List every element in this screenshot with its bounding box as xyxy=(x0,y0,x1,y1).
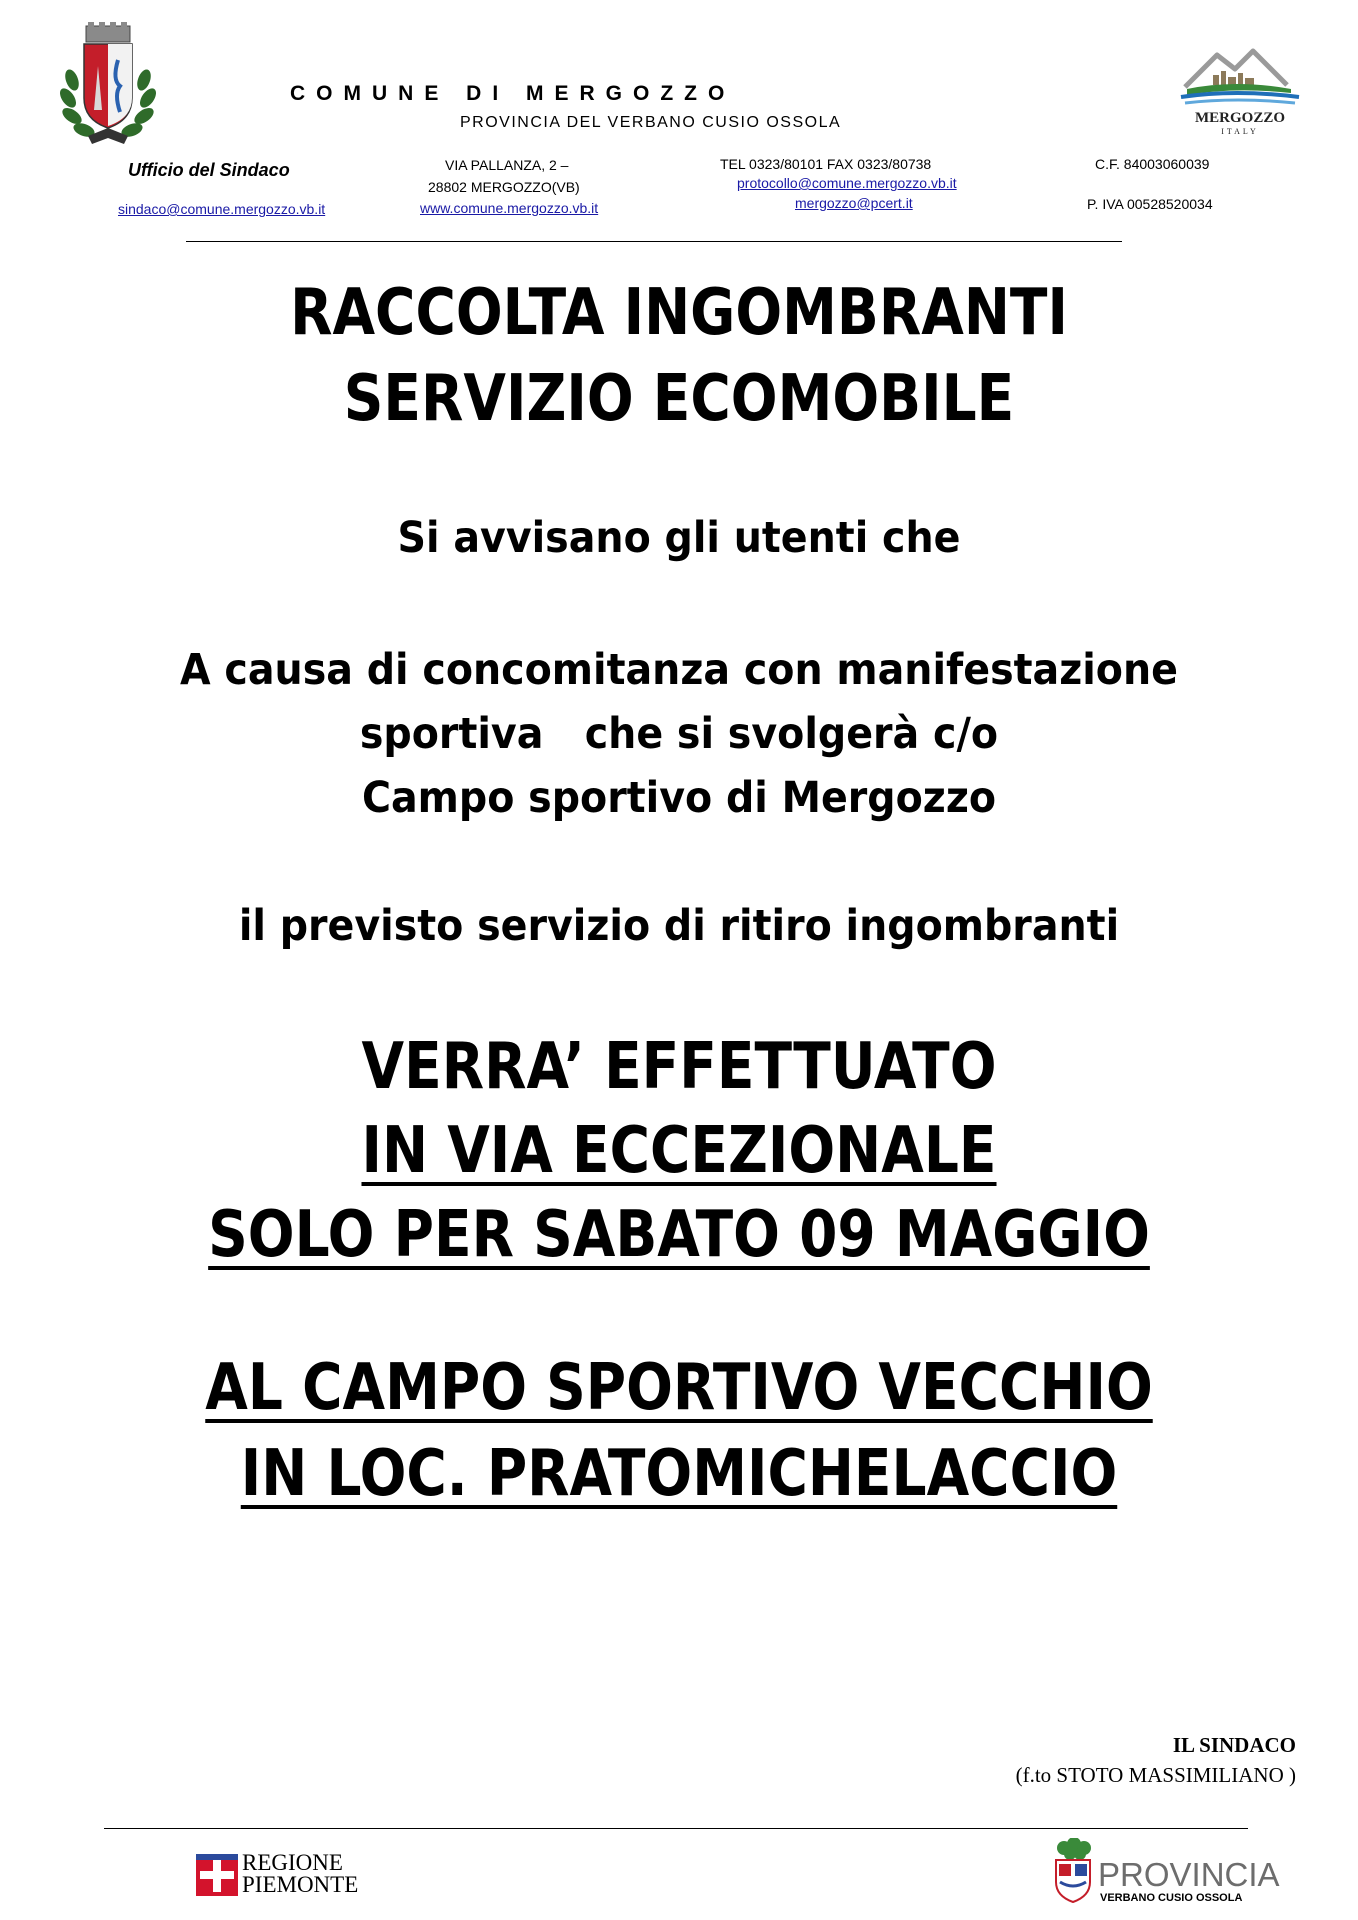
address-line-2: 28802 MERGOZZO(VB) xyxy=(428,179,580,195)
address-line-1: VIA PALLANZA, 2 – xyxy=(445,157,569,173)
notice-effect-line-3 xyxy=(95,1193,1263,1277)
notice-title-line-1: RACCOLTA INGOMBRANTI xyxy=(290,276,1068,350)
notice-service: il previsto servizio di ritiro ingombranti xyxy=(238,901,1120,951)
regione-line-1: REGIONE xyxy=(242,1850,343,1875)
notice-effect xyxy=(95,1025,1263,1277)
notice-intro: Si avvisano gli utenti che xyxy=(397,513,961,563)
provincia-name: PROVINCIA xyxy=(1098,1856,1280,1893)
mergozzo-logo-name: MERGOZZO xyxy=(1194,110,1286,126)
email-pec-link[interactable]: mergozzo@pcert.it xyxy=(795,195,913,211)
mergozzo-crest-icon xyxy=(58,20,158,150)
notice-effect-line-2 xyxy=(95,1109,1263,1193)
regione-text xyxy=(242,1852,358,1896)
signature-title: IL SINDACO xyxy=(1172,1733,1296,1757)
footer-divider xyxy=(104,1828,1248,1829)
notice-effect-line-1 xyxy=(95,1025,1263,1109)
notice-cause xyxy=(54,638,1303,830)
tel-fax: TEL 0323/80101 FAX 0323/80738 xyxy=(720,156,932,172)
effect-text-2: IN VIA ECCEZIONALE xyxy=(361,1114,997,1188)
email-protocollo-link[interactable]: protocollo@comune.mergozzo.vb.it xyxy=(737,175,957,191)
notice-cause-line-1: A causa di concomitanza con manifestazione xyxy=(180,645,1178,695)
regione-piemonte-flag-icon xyxy=(196,1854,238,1896)
mergozzo-logo-icon xyxy=(1175,45,1305,140)
notice-cause-line-3: Campo sportivo di Mergozzo xyxy=(361,773,997,823)
effect-text-1: VERRA’ EFFETTUATO xyxy=(361,1030,997,1104)
notice-title-line-2: SERVIZIO ECOMOBILE xyxy=(343,362,1015,436)
signature-name: (f.to STOTO MASSIMILIANO ) xyxy=(1015,1763,1296,1787)
email-sindaco-link[interactable]: sindaco@comune.mergozzo.vb.it xyxy=(118,201,326,217)
location-text-1: AL CAMPO SPORTIVO VECCHIO xyxy=(205,1351,1153,1425)
provincia-logo xyxy=(1048,1838,1278,1908)
codice-fiscale: C.F. 84003060039 xyxy=(1095,156,1210,172)
notice-location-line-1 xyxy=(95,1345,1263,1431)
notice-location xyxy=(95,1345,1263,1517)
notice-title xyxy=(95,270,1263,442)
mergozzo-logo-sub: ITALY xyxy=(1221,127,1259,136)
effect-text-3: SOLO PER SABATO 09 MAGGIO xyxy=(208,1198,1150,1272)
provincia-crest-icon xyxy=(1050,1838,1096,1904)
ufficio-sindaco-label: Ufficio del Sindaco xyxy=(128,160,290,180)
location-text-2: IN LOC. PRATOMICHELACCIO xyxy=(240,1437,1118,1511)
regione-piemonte-logo xyxy=(196,1850,396,1900)
website-link[interactable]: www.comune.mergozzo.vb.it xyxy=(420,200,599,216)
notice-cause-line-2: sportiva che si svolgerà c/o xyxy=(359,709,999,759)
provincia-subtitle: PROVINCIA DEL VERBANO CUSIO OSSOLA xyxy=(460,114,842,131)
notice-location-line-2 xyxy=(95,1431,1263,1517)
provincia-subtitle-footer: VERBANO CUSIO OSSOLA xyxy=(1100,1892,1243,1904)
partita-iva: P. IVA 00528520034 xyxy=(1087,196,1213,212)
regione-line-2: PIEMONTE xyxy=(242,1872,359,1897)
header-divider xyxy=(186,241,1122,242)
comune-title: COMUNE DI MERGOZZO xyxy=(290,82,736,105)
